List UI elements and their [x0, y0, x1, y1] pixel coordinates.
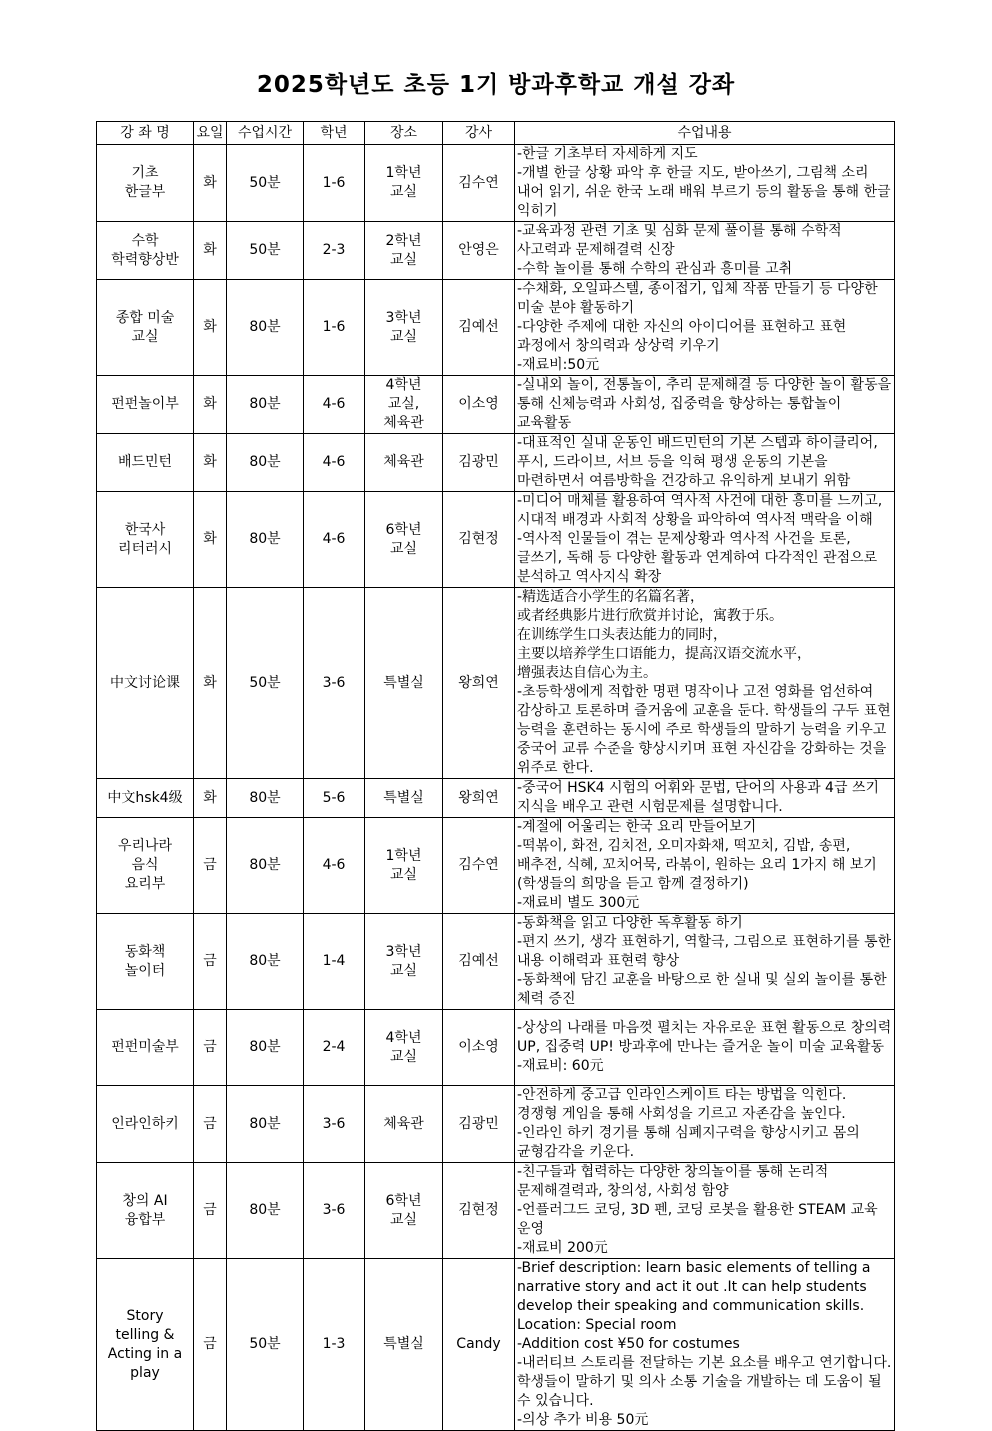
course-content: [515, 1163, 895, 1259]
course-content: [515, 779, 895, 818]
table-row: [97, 434, 895, 492]
course-name: 수학 학력향상반: [97, 222, 194, 280]
content-line: -수학 놀이를 통해 수학의 관심과 흥미를 고취: [517, 261, 793, 277]
content-line: -동화책에 담긴 교훈을 바탕으로 한 실내 및 실외 놀이를 통한 체력 증진: [517, 972, 887, 1007]
content-line: -의상 추가 비용 50元: [517, 1412, 649, 1428]
course-content: [515, 1086, 895, 1163]
course-place: 특별실: [365, 1259, 443, 1431]
course-place: 특별실: [365, 588, 443, 779]
content-line: -재료비 별도 300元: [517, 895, 640, 911]
course-content: [515, 914, 895, 1010]
header-teacher: 강사: [443, 122, 515, 145]
course-day: 금: [194, 1010, 227, 1086]
course-grade: 4-6: [304, 434, 365, 492]
course-time: 80분: [227, 779, 304, 818]
content-line: -미디어 매체를 활용하여 역사적 사건에 대한 흥미를 느끼고, 시대적 배경과 사회적 상황을 파악하여 역사적 맥락을 이해: [517, 493, 883, 528]
course-day: 화: [194, 280, 227, 376]
content-line: -개별 한글 상황 파악 후 한글 지도, 받아쓰기, 그림책 소리 내어 읽기, 쉬운 한국 노래 배워 부르기 등의 활동을 통해 한글 익히기: [517, 165, 891, 219]
course-teacher: 김예선: [443, 914, 515, 1010]
course-teacher: 김예선: [443, 280, 515, 376]
content-line: -수채화, 오일파스텔, 종이접기, 입체 작품 만들기 등 다양한 미술 분야 활동하기: [517, 281, 878, 316]
content-line: -초등학생에게 적합한 명편 명작이나 고전 영화를 엄선하여 감상하고 토론하며 즐거움에 교훈을 둔다. 학생들의 구두 표현 능력을 훈련하는 동시에 주로 학생들의 말하기 능력을 키우고 중국어 교류 수준을 향상시키며 표현 자신감을 강화하는 것을 위주로 한다.: [517, 684, 891, 776]
course-name: 종합 미술 교실: [97, 280, 194, 376]
course-time: 80분: [227, 1086, 304, 1163]
course-grade: 3-6: [304, 1086, 365, 1163]
course-grade: 1-6: [304, 280, 365, 376]
course-teacher: 안영은: [443, 222, 515, 280]
table-row: [97, 914, 895, 1010]
course-place: 3학년 교실: [365, 914, 443, 1010]
table-row: [97, 1086, 895, 1163]
course-name: 우리나라 음식 요리부: [97, 818, 194, 914]
course-place: 3학년 교실: [365, 280, 443, 376]
course-day: 금: [194, 818, 227, 914]
course-content: [515, 280, 895, 376]
course-time: 80분: [227, 376, 304, 434]
content-line: -언플러그드 코딩, 3D 펜, 코딩 로봇을 활용한 STEAM 교육 운영: [517, 1202, 878, 1237]
table-row: [97, 280, 895, 376]
course-name: 배드민턴: [97, 434, 194, 492]
course-content: [515, 1010, 895, 1086]
content-line: -중국어 HSK4 시험의 어휘와 문법, 단어의 사용과 4급 쓰기 지식을 배우고 관련 시험문제를 설명합니다.: [517, 780, 879, 815]
course-time: 80분: [227, 818, 304, 914]
course-name: 中文讨论课: [97, 588, 194, 779]
table-row: [97, 818, 895, 914]
course-name: 창의 AI 융합부: [97, 1163, 194, 1259]
table-row: [97, 492, 895, 588]
table-row: [97, 1163, 895, 1259]
course-day: 화: [194, 779, 227, 818]
content-line: -精选适合小学生的名篇名著，或者经典影片进行欣赏并讨论，寓教于乐。在训练学生口头表达能力的同时，主要以培养学生口语能力，提高汉语交流水平，增强表达自信心为主。: [517, 589, 811, 681]
course-place: 특별실: [365, 779, 443, 818]
course-day: 금: [194, 914, 227, 1010]
course-time: 50분: [227, 145, 304, 222]
course-day: 화: [194, 376, 227, 434]
header-class-time: 수업시간: [227, 122, 304, 145]
content-line: -내러티브 스토리를 전달하는 기본 요소를 배우고 연기합니다. 학생들이 말하기 및 의사 소통 기술을 개발하는 데 도움이 될 수 있습니다.: [517, 1355, 892, 1409]
course-grade: 2-3: [304, 222, 365, 280]
content-line: -Brief description: learn basic elements of telling a narrative story and act it out .It can help students develop their speaking and communication skills. Location: Special room: [517, 1260, 871, 1333]
course-grade: 4-6: [304, 376, 365, 434]
course-grade: 1-6: [304, 145, 365, 222]
course-day: 금: [194, 1163, 227, 1259]
course-day: 화: [194, 434, 227, 492]
table-header-row: [97, 122, 895, 145]
course-day: 화: [194, 145, 227, 222]
course-grade: 3-6: [304, 1163, 365, 1259]
course-teacher: 김수연: [443, 145, 515, 222]
table-row: [97, 779, 895, 818]
course-content: [515, 588, 895, 779]
course-content: [515, 222, 895, 280]
course-content: [515, 818, 895, 914]
content-line: -재료비 200元: [517, 1240, 608, 1256]
course-time: 80분: [227, 1010, 304, 1086]
content-line: -재료비:50元: [517, 357, 600, 373]
course-day: 화: [194, 492, 227, 588]
course-time: 50분: [227, 588, 304, 779]
course-time: 80분: [227, 492, 304, 588]
course-day: 화: [194, 588, 227, 779]
content-line: -안전하게 중고급 인라인스케이트 타는 방법을 익힌다.: [517, 1087, 847, 1103]
course-teacher: 왕희연: [443, 588, 515, 779]
course-day: 금: [194, 1259, 227, 1431]
table-row: [97, 376, 895, 434]
content-line: -친구들과 협력하는 다양한 창의놀이를 통해 논리적 문제해결력과, 창의성, 사회성 함양: [517, 1164, 829, 1199]
course-grade: 5-6: [304, 779, 365, 818]
header-content: 수업내용: [515, 122, 895, 145]
course-table-body: [97, 145, 895, 1431]
course-name: 동화책 놀이터: [97, 914, 194, 1010]
table-row: [97, 222, 895, 280]
course-table: [96, 121, 895, 1431]
course-teacher: 김광민: [443, 434, 515, 492]
content-line: -Addition cost ¥50 for costumes: [517, 1336, 740, 1352]
course-teacher: 김수연: [443, 818, 515, 914]
course-day: 금: [194, 1086, 227, 1163]
course-grade: 2-4: [304, 1010, 365, 1086]
course-time: 80분: [227, 1163, 304, 1259]
course-content: [515, 1259, 895, 1431]
course-teacher: Candy: [443, 1259, 515, 1431]
table-row: [97, 145, 895, 222]
content-line: -편지 쓰기, 생각 표현하기, 역할극, 그림으로 표현하기를 통한 내용 이해력과 표현력 향상: [517, 934, 892, 969]
header-day: 요일: [194, 122, 227, 145]
course-grade: 1-3: [304, 1259, 365, 1431]
course-name: 펀펀미술부: [97, 1010, 194, 1086]
header-grade: 학년: [304, 122, 365, 145]
course-time: 80분: [227, 280, 304, 376]
course-teacher: 이소영: [443, 376, 515, 434]
content-line: -역사적 인물들이 겪는 문제상황과 역사적 사건을 토론, 글쓰기, 독해 등 다양한 활동과 연계하여 다각적인 관점으로 분석하고 역사지식 확장: [517, 531, 878, 585]
course-grade: 4-6: [304, 818, 365, 914]
course-content: [515, 145, 895, 222]
content-line: -계절에 어울리는 한국 요리 만들어보기: [517, 819, 757, 835]
course-teacher: 왕희연: [443, 779, 515, 818]
header-place: 장소: [365, 122, 443, 145]
table-row: [97, 588, 895, 779]
content-line: -한글 기초부터 자세하게 지도: [517, 146, 698, 162]
course-name: 펀펀놀이부: [97, 376, 194, 434]
course-name: 기초 한글부: [97, 145, 194, 222]
course-place: 4학년 교실: [365, 1010, 443, 1086]
course-day: 화: [194, 222, 227, 280]
table-row: [97, 1259, 895, 1431]
course-teacher: 김광민: [443, 1086, 515, 1163]
course-place: 체육관: [365, 434, 443, 492]
content-line: -동화책을 읽고 다양한 독후활동 하기: [517, 915, 743, 931]
course-content: [515, 434, 895, 492]
course-name: 인라인하키: [97, 1086, 194, 1163]
course-teacher: 김현정: [443, 1163, 515, 1259]
course-time: 80분: [227, 434, 304, 492]
course-name: 中文hsk4级: [97, 779, 194, 818]
course-place: 1학년 교실: [365, 145, 443, 222]
course-time: 50분: [227, 222, 304, 280]
course-content: [515, 492, 895, 588]
course-name: 한국사 리터러시: [97, 492, 194, 588]
course-time: 80분: [227, 914, 304, 1010]
content-line: -교육과정 관련 기초 및 심화 문제 풀이를 통해 수학적 사고력과 문제해결력 신장: [517, 223, 842, 258]
course-place: 체육관: [365, 1086, 443, 1163]
content-line: -재료비: 60元: [517, 1058, 604, 1074]
content-line: -실내외 놀이, 전통놀이, 추리 문제해결 등 다양한 놀이 활동을 통해 신체능력과 사회성, 집중력을 향상하는 통합놀이 교육활동: [517, 377, 892, 431]
course-grade: 4-6: [304, 492, 365, 588]
header-course-name: 강 좌 명: [97, 122, 194, 145]
course-place: 4학년 교실, 체육관: [365, 376, 443, 434]
content-line: -상상의 나래를 마음껏 펼치는 자유로운 표현 활동으로 창의력 UP, 집중력 UP! 방과후에 만나는 즐거운 놀이 미술 교육활동: [517, 1020, 892, 1055]
page-title: 2025학년도 초등 1기 방과후학교 개설 강좌: [256, 72, 736, 98]
course-place: 6학년 교실: [365, 492, 443, 588]
course-time: 50분: [227, 1259, 304, 1431]
course-grade: 3-6: [304, 588, 365, 779]
course-content: [515, 376, 895, 434]
content-line: 경쟁형 게임을 통해 사회성을 기르고 자존감을 높인다.: [517, 1106, 846, 1122]
content-line: -대표적인 실내 운동인 배드민턴의 기본 스텝과 하이클리어, 푸시, 드라이브, 서브 등을 익혀 평생 운동의 기본을 마련하면서 여름방학을 건강하고 유익하게 보내기 위함: [517, 435, 878, 489]
content-line: -다양한 주제에 대한 자신의 아이디어를 표현하고 표현 과정에서 창의력과 상상력 키우기: [517, 319, 847, 354]
content-line: -인라인 하키 경기를 통해 심폐지구력을 향상시키고 몸의 균형감각을 키운다.: [517, 1125, 860, 1160]
course-teacher: 김현정: [443, 492, 515, 588]
content-line: -떡볶이, 화전, 김치전, 오미자화채, 떡꼬치, 김밥, 송편, 배추전, 식혜, 꼬치어묵, 라볶이, 원하는 요리 1가지 해 보기(학생들의 희망을 듣고 함께 결정하기): [517, 838, 877, 892]
course-place: 6학년 교실: [365, 1163, 443, 1259]
course-place: 2학년 교실: [365, 222, 443, 280]
course-place: 1학년 교실: [365, 818, 443, 914]
course-teacher: 이소영: [443, 1010, 515, 1086]
table-row: [97, 1010, 895, 1086]
course-grade: 1-4: [304, 914, 365, 1010]
course-name: Story telling & Acting in a play: [97, 1259, 194, 1431]
